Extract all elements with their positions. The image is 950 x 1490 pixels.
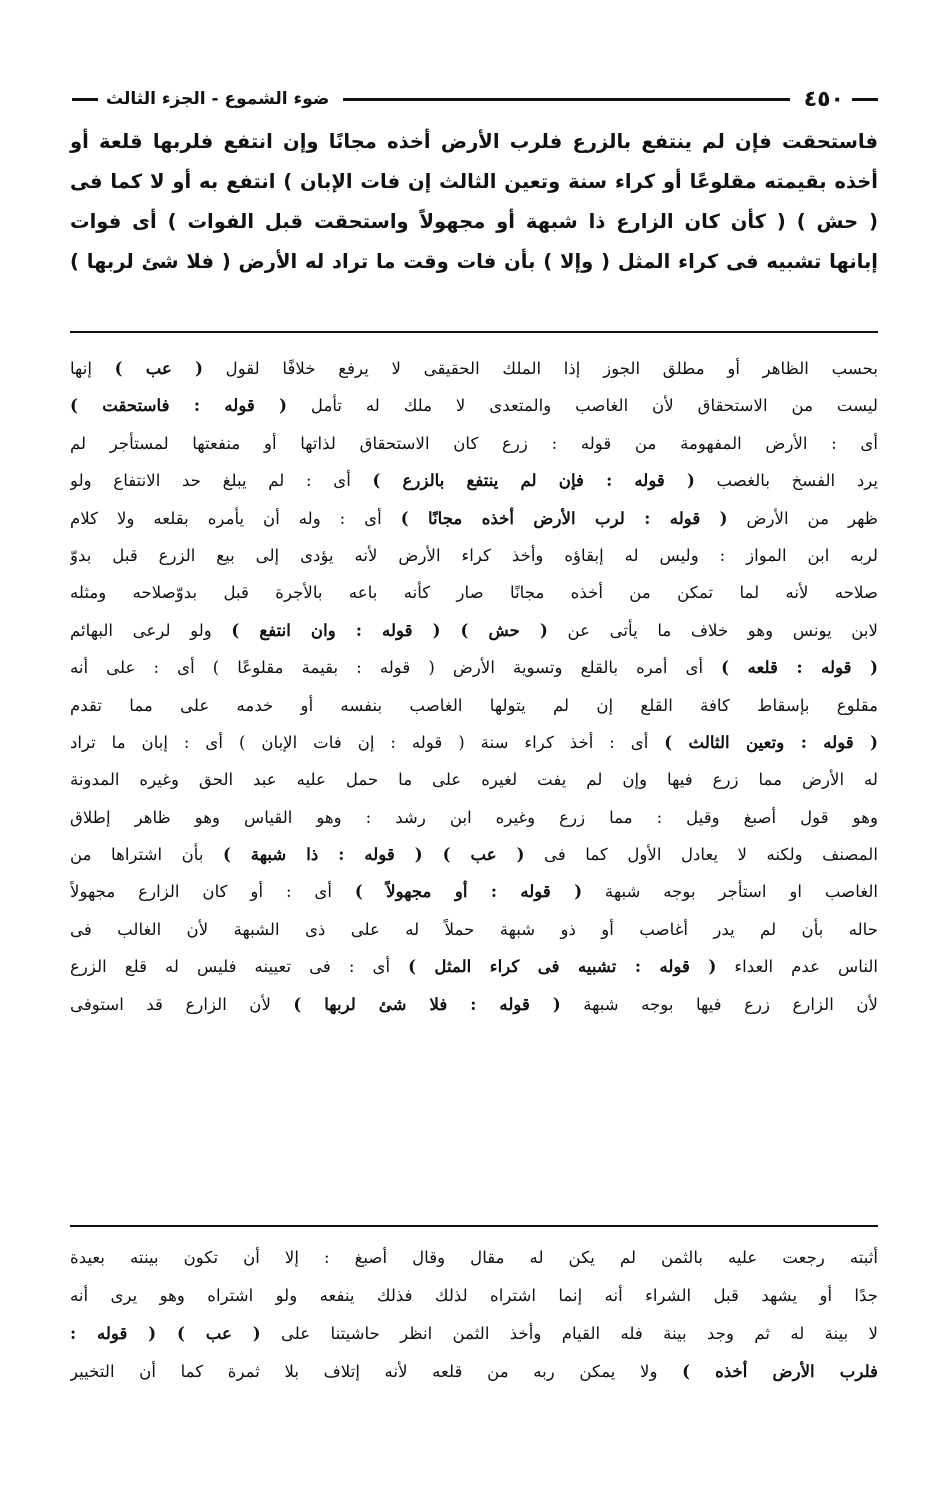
sharh-line: له الأرض مما زرع فيها وإن لم يفت لغيره على ما حمل عليه عبد الحق وغيره المدونة bbox=[70, 770, 878, 790]
sharh-line: الناس عدم العداء ( قوله : تشبيه فى كراء المثل ) أى : فى تعيينه فليس له قلع الزرع bbox=[70, 956, 878, 977]
footnote-text bbox=[70, 1238, 878, 1390]
sharh-line: صلاحه لأنه لما تمكن من أخذه مجانًا صار كأنه باعه بالأجرة قبل بدوّصلاحه ومثله bbox=[70, 583, 878, 603]
sharh-line: ظهر من الأرض ( قوله : لرب الأرض أخذه مجانًا ) أى : وله أن يأمره بقلعه ولا كلام bbox=[70, 507, 878, 528]
header-dash bbox=[72, 98, 98, 101]
sharh-line: حاله بأن لم يدر أغاصب أو ذو شبهة حملاً له على ذى الشبهة لأن الغالب فى bbox=[70, 919, 878, 939]
sharh-line: مقلوع بإسقاط كافة القلع إن لم يتولها الغاصب بنفسه أو خدمه على مما تقدم bbox=[70, 695, 878, 715]
sharh-line: ليست من الاستحقاق لأن الغاصب والمتعدى لا ملك له تأمل ( قوله : فاستحقت ) bbox=[70, 395, 878, 416]
sharh-line: وهو قول أصبغ وقيل : مما زرع وغيره ابن رشد : وهو القياس وهو ظاهر إطلاق bbox=[70, 807, 878, 827]
sharh-line: بحسب الظاهر أو مطلق الجوز إذا الملك الحقيقى لا يرفع خلافًا لقول ( عب ) إنها bbox=[70, 358, 878, 378]
matn-separator bbox=[70, 331, 878, 333]
matn-line: أخذه بقيمته مقلوعًا أو كراء سنة وتعين الثالث إن فات الإبان ) انتفع به أو لا كما فى bbox=[70, 170, 878, 193]
sharh-line: لابن يونس وهو خلاف ما يأتى عن ( حش ) ( قوله : وان انتفع ) ولو لرعى البهائم bbox=[70, 619, 878, 640]
matn-line: إبانها تشبيه فى كراء المثل ( وإلا ) بأن فات وقت ما تراد له الأرض ( فلا شئ لربها ) bbox=[70, 250, 878, 273]
sharh-line: يرد الفسخ بالغصب ( قوله : فإن لم ينتفع بالزرع ) أى : لم يبلغ حد الانتفاع ولو bbox=[70, 470, 878, 491]
footnote-line: أثبته رجعت عليه بالثمن لم يكن له مقال وقال أصبغ : إلا أن تكون بينته بعيدة bbox=[70, 1248, 878, 1267]
sharh-line: المصنف ولكنه لا يعادل الأول كما فى ( عب ) ( قوله : ذا شبهة ) بأن اشتراها من bbox=[70, 844, 878, 865]
footnote-separator bbox=[70, 1225, 878, 1227]
footnote-line: جدًا أو يشهد قبل الشراء أنه إنما اشتراه لذلك فذلك ينفعه ولو اشتراه وهو يرى أنه bbox=[70, 1286, 878, 1305]
page-number: ٤٥٠ bbox=[803, 86, 844, 112]
sharh-line: الغاصب او استأجر بوجه شبهة ( قوله : أو مجهولاً ) أى : أو كان الزارع مجهولاً bbox=[70, 881, 878, 902]
sharh-line: ( قوله : وتعين الثالث ) أى : أخذ كراء سنة ( قوله : إن فات الإبان ) أى : إبان ما تراد bbox=[70, 731, 878, 752]
matn-line: فاستحقت فإن لم ينتفع بالزرع فلرب الأرض أخذه مجانًا وإن انتفع فلربها قلعة أو bbox=[70, 130, 878, 153]
footnote-line: فلرب الأرض أخذه ) ولا يمكن ربه من قلعه لأنه إتلاف بلا ثمرة كما أن التخيير bbox=[70, 1361, 878, 1381]
matn-text bbox=[70, 122, 878, 322]
matn-line: ( حش ) ( كأن كان الزارع ذا شبهة أو مجهولاً واستحقت قبل الفوات ) أى فوات bbox=[70, 210, 878, 233]
header-rule bbox=[343, 98, 789, 101]
sharh-line: لأن الزارع زرع فيها بوجه شبهة ( قوله : فلا شئ لربها ) لأن الزارع قد استوفى bbox=[70, 993, 878, 1014]
running-title: ضوء الشموع - الجزء الثالث bbox=[106, 89, 330, 109]
running-header bbox=[72, 82, 878, 116]
sharh-text bbox=[70, 350, 878, 1023]
footnote-line: لا بينة له ثم وجد بينة فله القيام وأخذ الثمن انظر حاشيتنا على ( عب ) ( قوله : bbox=[70, 1323, 878, 1343]
header-dash bbox=[852, 98, 878, 101]
sharh-line: أى : الأرض المفهومة من قوله : زرع كان الاستحقاق لذاتها أو منفعتها لمستأجر لم bbox=[70, 433, 878, 453]
sharh-line: لربه ابن المواز : وليس له إبقاؤه وأخذ كراء الأرض لأنه يؤدى إلى بيع الزرع قبل بدوّ bbox=[70, 545, 878, 565]
sharh-line: ( قوله : قلعه ) أى أمره بالقلع وتسوية الأرض ( قوله : بقيمة مقلوعًا ) أى : على أنه bbox=[70, 657, 878, 678]
